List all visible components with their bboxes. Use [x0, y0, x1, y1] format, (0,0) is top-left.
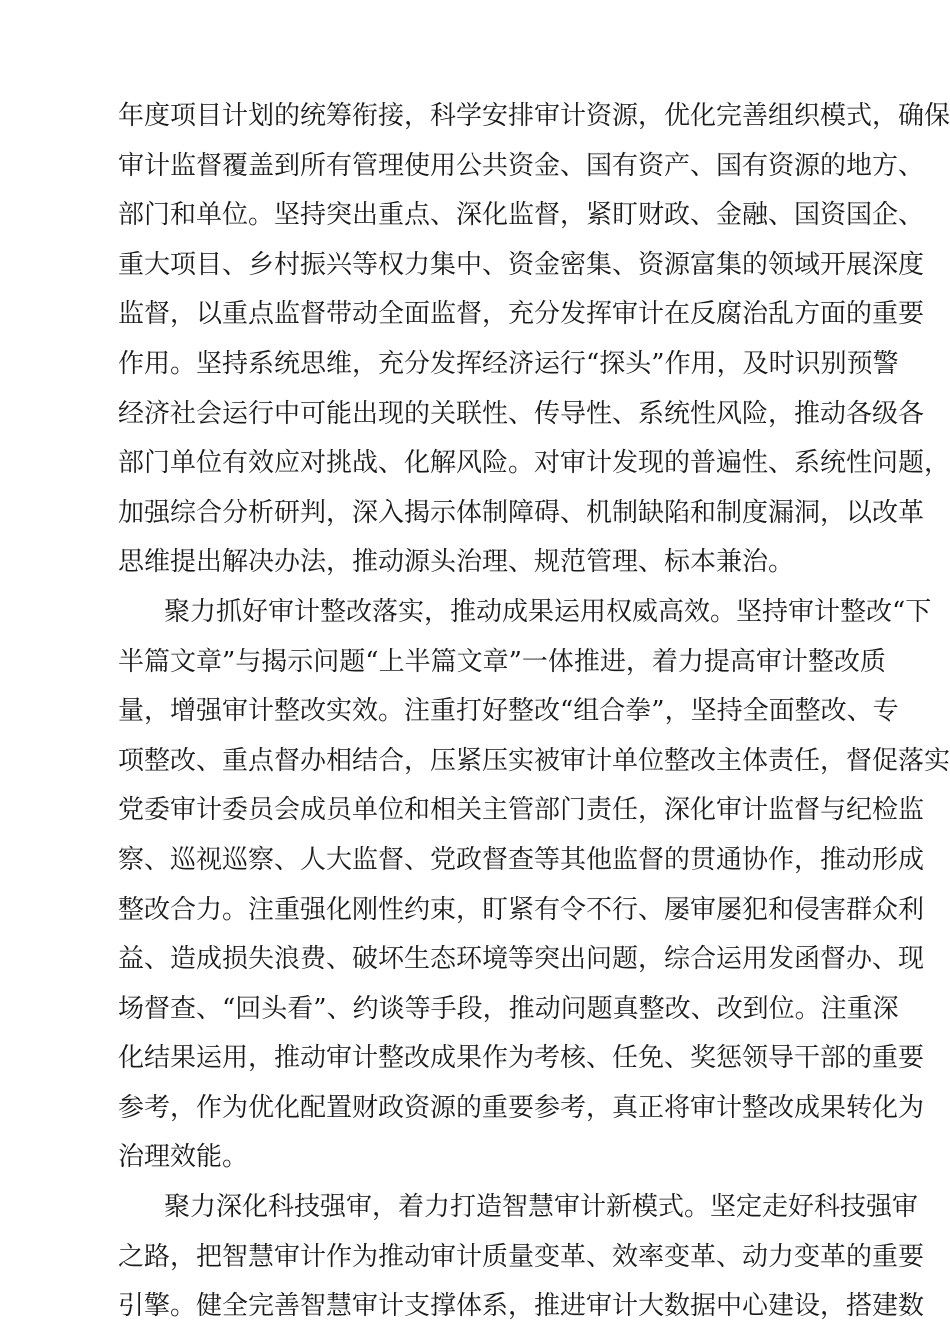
- text-line: 项整改、重点督办相结合，压紧压实被审计单位整改主体责任，督促落实: [118, 745, 950, 776]
- text-line: 重大项目、乡村振兴等权力集中、资金密集、资源富集的领域开展深度: [118, 249, 925, 280]
- text-line: 部门单位有效应对挑战、化解风险。对审计发现的普遍性、系统性问题，: [118, 448, 950, 479]
- text-line: 整改合力。注重强化刚性约束，盯紧有令不行、屡审屡犯和侵害群众利: [118, 894, 925, 925]
- text-line: 半篇文章”与揭示问题“上半篇文章”一体推进，着力提高审计整改质: [118, 646, 886, 677]
- text-line: 监督，以重点监督带动全面监督，充分发挥审计在反腐治乱方面的重要: [118, 299, 925, 330]
- text-line: 作用。坚持系统思维，充分发挥经济运行“探头”作用，及时识别预警: [118, 348, 899, 379]
- text-line: 审计监督覆盖到所有管理使用公共资金、国有资产、国有资源的地方、: [118, 150, 925, 181]
- text-line: 加强综合分析研判，深入揭示体制障碍、机制缺陷和制度漏洞，以改革: [118, 497, 925, 528]
- text-line: 场督查、“回头看”、约谈等手段，推动问题真整改、改到位。注重深: [118, 993, 899, 1024]
- paragraph-end-line: 思维提出解决办法，推动源头治理、规范管理、标本兼治。: [118, 547, 795, 578]
- text-line: 之路，把智慧审计作为推动审计质量变革、效率变革、动力变革的重要: [118, 1241, 925, 1272]
- text-line: 化结果运用，推动审计整改成果作为考核、任免、奖惩领导干部的重要: [118, 1043, 925, 1074]
- text-line: 党委审计委员会成员单位和相关主管部门责任，深化审计监督与纪检监: [118, 795, 925, 826]
- text-line: 部门和单位。坚持突出重点、深化监督，紧盯财政、金融、国资国企、: [118, 200, 925, 231]
- text-line: 量，增强审计整改实效。注重打好整改“组合拳”，坚持全面整改、专: [118, 696, 899, 727]
- text-line: 年度项目计划的统筹衔接，科学安排审计资源，优化完善组织模式，确保: [118, 101, 950, 131]
- paragraph-start-line: 聚力深化科技强审，着力打造智慧审计新模式。坚定走好科技强审: [164, 1192, 919, 1223]
- text-line: 引擎。健全完善智慧审计支撑体系，推进审计大数据中心建设，搭建数: [118, 1291, 925, 1322]
- paragraph-end-line: 治理效能。: [118, 1142, 249, 1173]
- text-line: 益、造成损失浪费、破坏生态环境等突出问题，综合运用发函督办、现: [118, 944, 925, 975]
- paragraph-start-line: 聚力抓好审计整改落实，推动成果运用权威高效。坚持审计整改“下: [164, 596, 932, 627]
- text-line: 参考，作为优化配置财政资源的重要参考，真正将审计整改成果转化为: [118, 1092, 925, 1123]
- document-body: [118, 92, 950, 1332]
- text-line: 经济社会运行中可能出现的关联性、传导性、系统性风险，推动各级各: [118, 398, 925, 429]
- text-line: 察、巡视巡察、人大监督、党政督查等其他监督的贯通协作，推动形成: [118, 844, 925, 875]
